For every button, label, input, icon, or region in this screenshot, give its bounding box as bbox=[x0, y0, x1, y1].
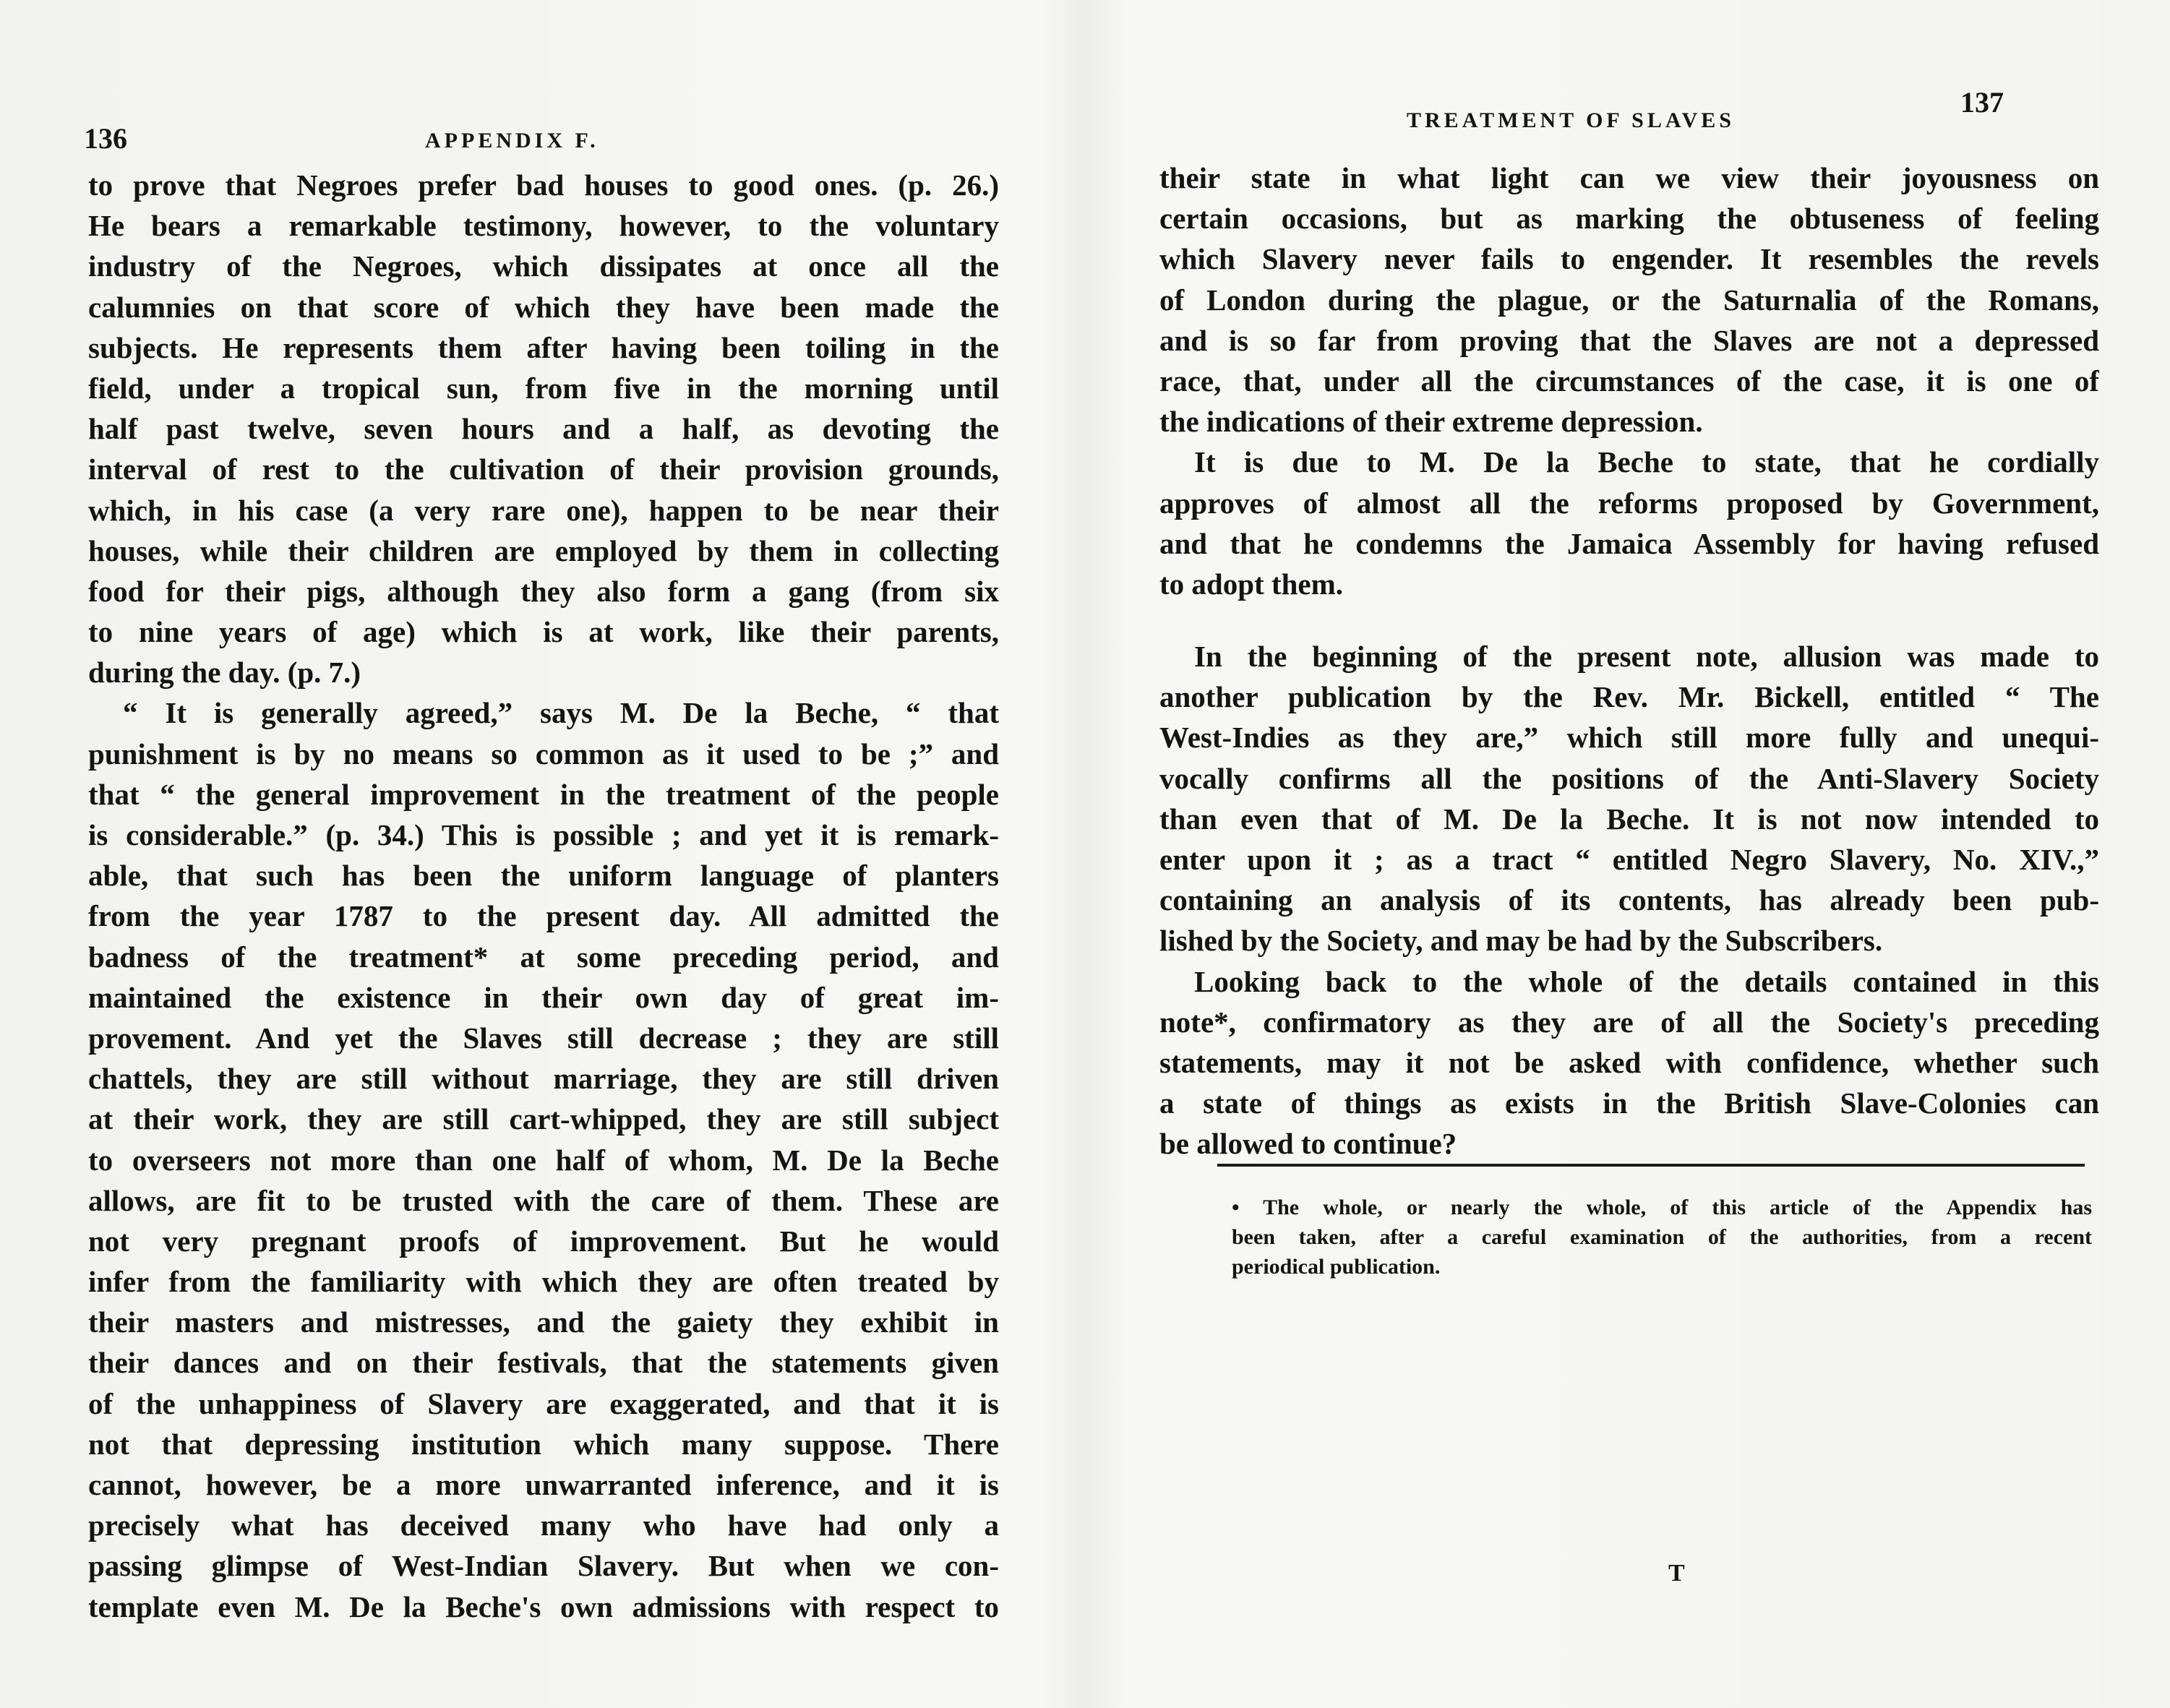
left-page bbox=[0, 0, 1084, 1708]
paragraph bbox=[1159, 636, 2099, 961]
text-line: interval of rest to the cultivation of their provision grounds, bbox=[88, 452, 999, 486]
text-line: certain occasions, but as marking the obtuseness of feeling bbox=[1159, 202, 2099, 236]
footnote-line: periodical publication. bbox=[1232, 1255, 1441, 1279]
footnote-rule bbox=[1217, 1164, 2085, 1167]
text-line: their dances and on their festivals, that the statements given bbox=[88, 1346, 999, 1380]
text-line: another publication by the Rev. Mr. Bickell, entitled “ The bbox=[1159, 680, 2099, 714]
text-line: a state of things as exists in the British Slave-Colonies can bbox=[1159, 1086, 2099, 1120]
signature-mark: T bbox=[1668, 1560, 1685, 1587]
text-line: and that he condemns the Jamaica Assembly for having refused bbox=[1159, 526, 2099, 560]
text-line: that “ the general improvement in the treatment of the people bbox=[88, 777, 999, 811]
text-line: statements, may it not be asked with confidence, whether such bbox=[1159, 1045, 2099, 1079]
right-page bbox=[1084, 0, 2170, 1708]
text-line: containing an analysis of its contents, has already been pub- bbox=[1159, 883, 2099, 917]
text-line: allows, are fit to be trusted with the care of them. These are bbox=[88, 1183, 999, 1217]
text-line: note*, confirmatory as they are of all the Society's preceding bbox=[1159, 1005, 2099, 1039]
page-number: 136 bbox=[84, 122, 127, 155]
right-page-text bbox=[1159, 158, 2099, 1164]
text-line: not very pregnant proofs of improvement. But he would bbox=[88, 1224, 999, 1258]
text-line: passing glimpse of West-Indian Slavery. But when we con- bbox=[88, 1549, 999, 1583]
text-line: their masters and mistresses, and the gaiety they exhibit in bbox=[88, 1305, 999, 1339]
text-line: In the beginning of the present note, allusion was made to bbox=[1194, 640, 2099, 674]
text-line: during the day. (p. 7.) bbox=[88, 656, 361, 690]
text-line: calumnies on that score of which they have been made the bbox=[88, 290, 999, 324]
running-head: TREATMENT OF SLAVES bbox=[1407, 108, 1735, 132]
text-line: template even M. De la Beche's own admissions with respect to bbox=[88, 1589, 999, 1623]
text-line: lished by the Society, and may be had by the Subscribers. bbox=[1159, 924, 1883, 958]
text-line: than even that of M. De la Beche. It is not now intended to bbox=[1159, 802, 2099, 836]
text-line: not that depressing institution which many suppose. There bbox=[88, 1427, 999, 1461]
paragraph-gap bbox=[1159, 604, 2099, 636]
text-line: food for their pigs, although they also form a gang (from six bbox=[88, 574, 999, 608]
text-line: badness of the treatment* at some preceding period, and bbox=[88, 940, 999, 974]
text-line: to prove that Negroes prefer bad houses to good ones. (p. 26.) bbox=[88, 168, 999, 202]
text-line: of the unhappiness of Slavery are exaggerated, and that it is bbox=[88, 1386, 999, 1420]
text-line: West-Indies as they are,” which still more fully and unequi- bbox=[1159, 721, 2099, 755]
text-line: to overseers not more than one half of whom, M. De la Beche bbox=[88, 1143, 999, 1177]
text-line: able, that such has been the uniform language of planters bbox=[88, 859, 999, 893]
text-line: and is so far from proving that the Slaves are not a depressed bbox=[1159, 323, 2099, 357]
text-line: enter upon it ; as a tract “ entitled Negro Slavery, No. XIV.,” bbox=[1159, 843, 2099, 876]
footnote bbox=[1232, 1193, 2092, 1282]
text-line: houses, while their children are employed by them in collecting bbox=[88, 533, 999, 567]
text-line: of London during the plague, or the Saturnalia of the Romans, bbox=[1159, 283, 2099, 317]
text-line: field, under a tropical sun, from five in the morning until bbox=[88, 371, 999, 405]
text-line: is considerable.” (p. 34.) This is possible ; and yet it is remark- bbox=[88, 818, 999, 851]
text-line: subjects. He represents them after having been toiling in the bbox=[88, 330, 999, 364]
text-line: “ It is generally agreed,” says M. De la Beche, “ that bbox=[123, 696, 999, 730]
text-line: industry of the Negroes, which dissipates at once all the bbox=[88, 249, 999, 283]
text-line: which Slavery never fails to engender. It resembles the revels bbox=[1159, 242, 2099, 276]
text-line: precisely what has deceived many who have had only a bbox=[88, 1509, 999, 1542]
text-line: cannot, however, be a more unwarranted inference, and it is bbox=[88, 1468, 999, 1501]
text-line: Looking back to the whole of the details contained in this bbox=[1194, 964, 2099, 998]
text-line: approves of almost all the reforms proposed by Government, bbox=[1159, 486, 2099, 520]
text-line: at their work, they are still cart-whipped, they are still subject bbox=[88, 1102, 999, 1136]
text-line: provement. And yet the Slaves still decrease ; they are still bbox=[88, 1021, 999, 1055]
text-line: punishment is by no means so common as it used to be ;” and bbox=[88, 737, 999, 771]
text-line: He bears a remarkable testimony, however, to the voluntary bbox=[88, 209, 999, 243]
left-page-text bbox=[88, 165, 999, 1627]
text-line: which, in his case (a very rare one), happen to be near their bbox=[88, 493, 999, 527]
paragraph bbox=[1159, 442, 2099, 604]
text-line: infer from the familiarity with which they are often treated by bbox=[88, 1265, 999, 1299]
text-line: to nine years of age) which is at work, like their parents, bbox=[88, 615, 999, 649]
footnote-line: been taken, after a careful examination of the authorities, from a recent bbox=[1232, 1225, 2092, 1249]
paragraph bbox=[1159, 158, 2099, 442]
text-line: maintained the existence in their own day of great im- bbox=[88, 980, 999, 1014]
text-line: the indications of their extreme depression. bbox=[1159, 405, 1703, 439]
text-line: their state in what light can we view their joyousness on bbox=[1159, 161, 2099, 194]
footnote-line: • The whole, or nearly the whole, of this article of the Appendix has bbox=[1232, 1196, 2092, 1219]
text-line: vocally confirms all the positions of the Anti-Slavery Society bbox=[1159, 761, 2099, 795]
text-line: to adopt them. bbox=[1159, 567, 1343, 601]
page-number: 137 bbox=[1960, 86, 2004, 119]
text-line: chattels, they are still without marriage, they are still driven bbox=[88, 1062, 999, 1096]
text-line: race, that, under all the circumstances of the case, it is one of bbox=[1159, 364, 2099, 398]
text-line: from the year 1787 to the present day. All admitted the bbox=[88, 899, 999, 933]
text-line: half past twelve, seven hours and a half, as devoting the bbox=[88, 412, 999, 446]
text-line: It is due to M. De la Beche to state, that he cordially bbox=[1194, 445, 2099, 479]
running-head: APPENDIX F. bbox=[425, 129, 599, 153]
text-line: be allowed to continue? bbox=[1159, 1127, 1457, 1161]
paragraph bbox=[1159, 961, 2099, 1164]
